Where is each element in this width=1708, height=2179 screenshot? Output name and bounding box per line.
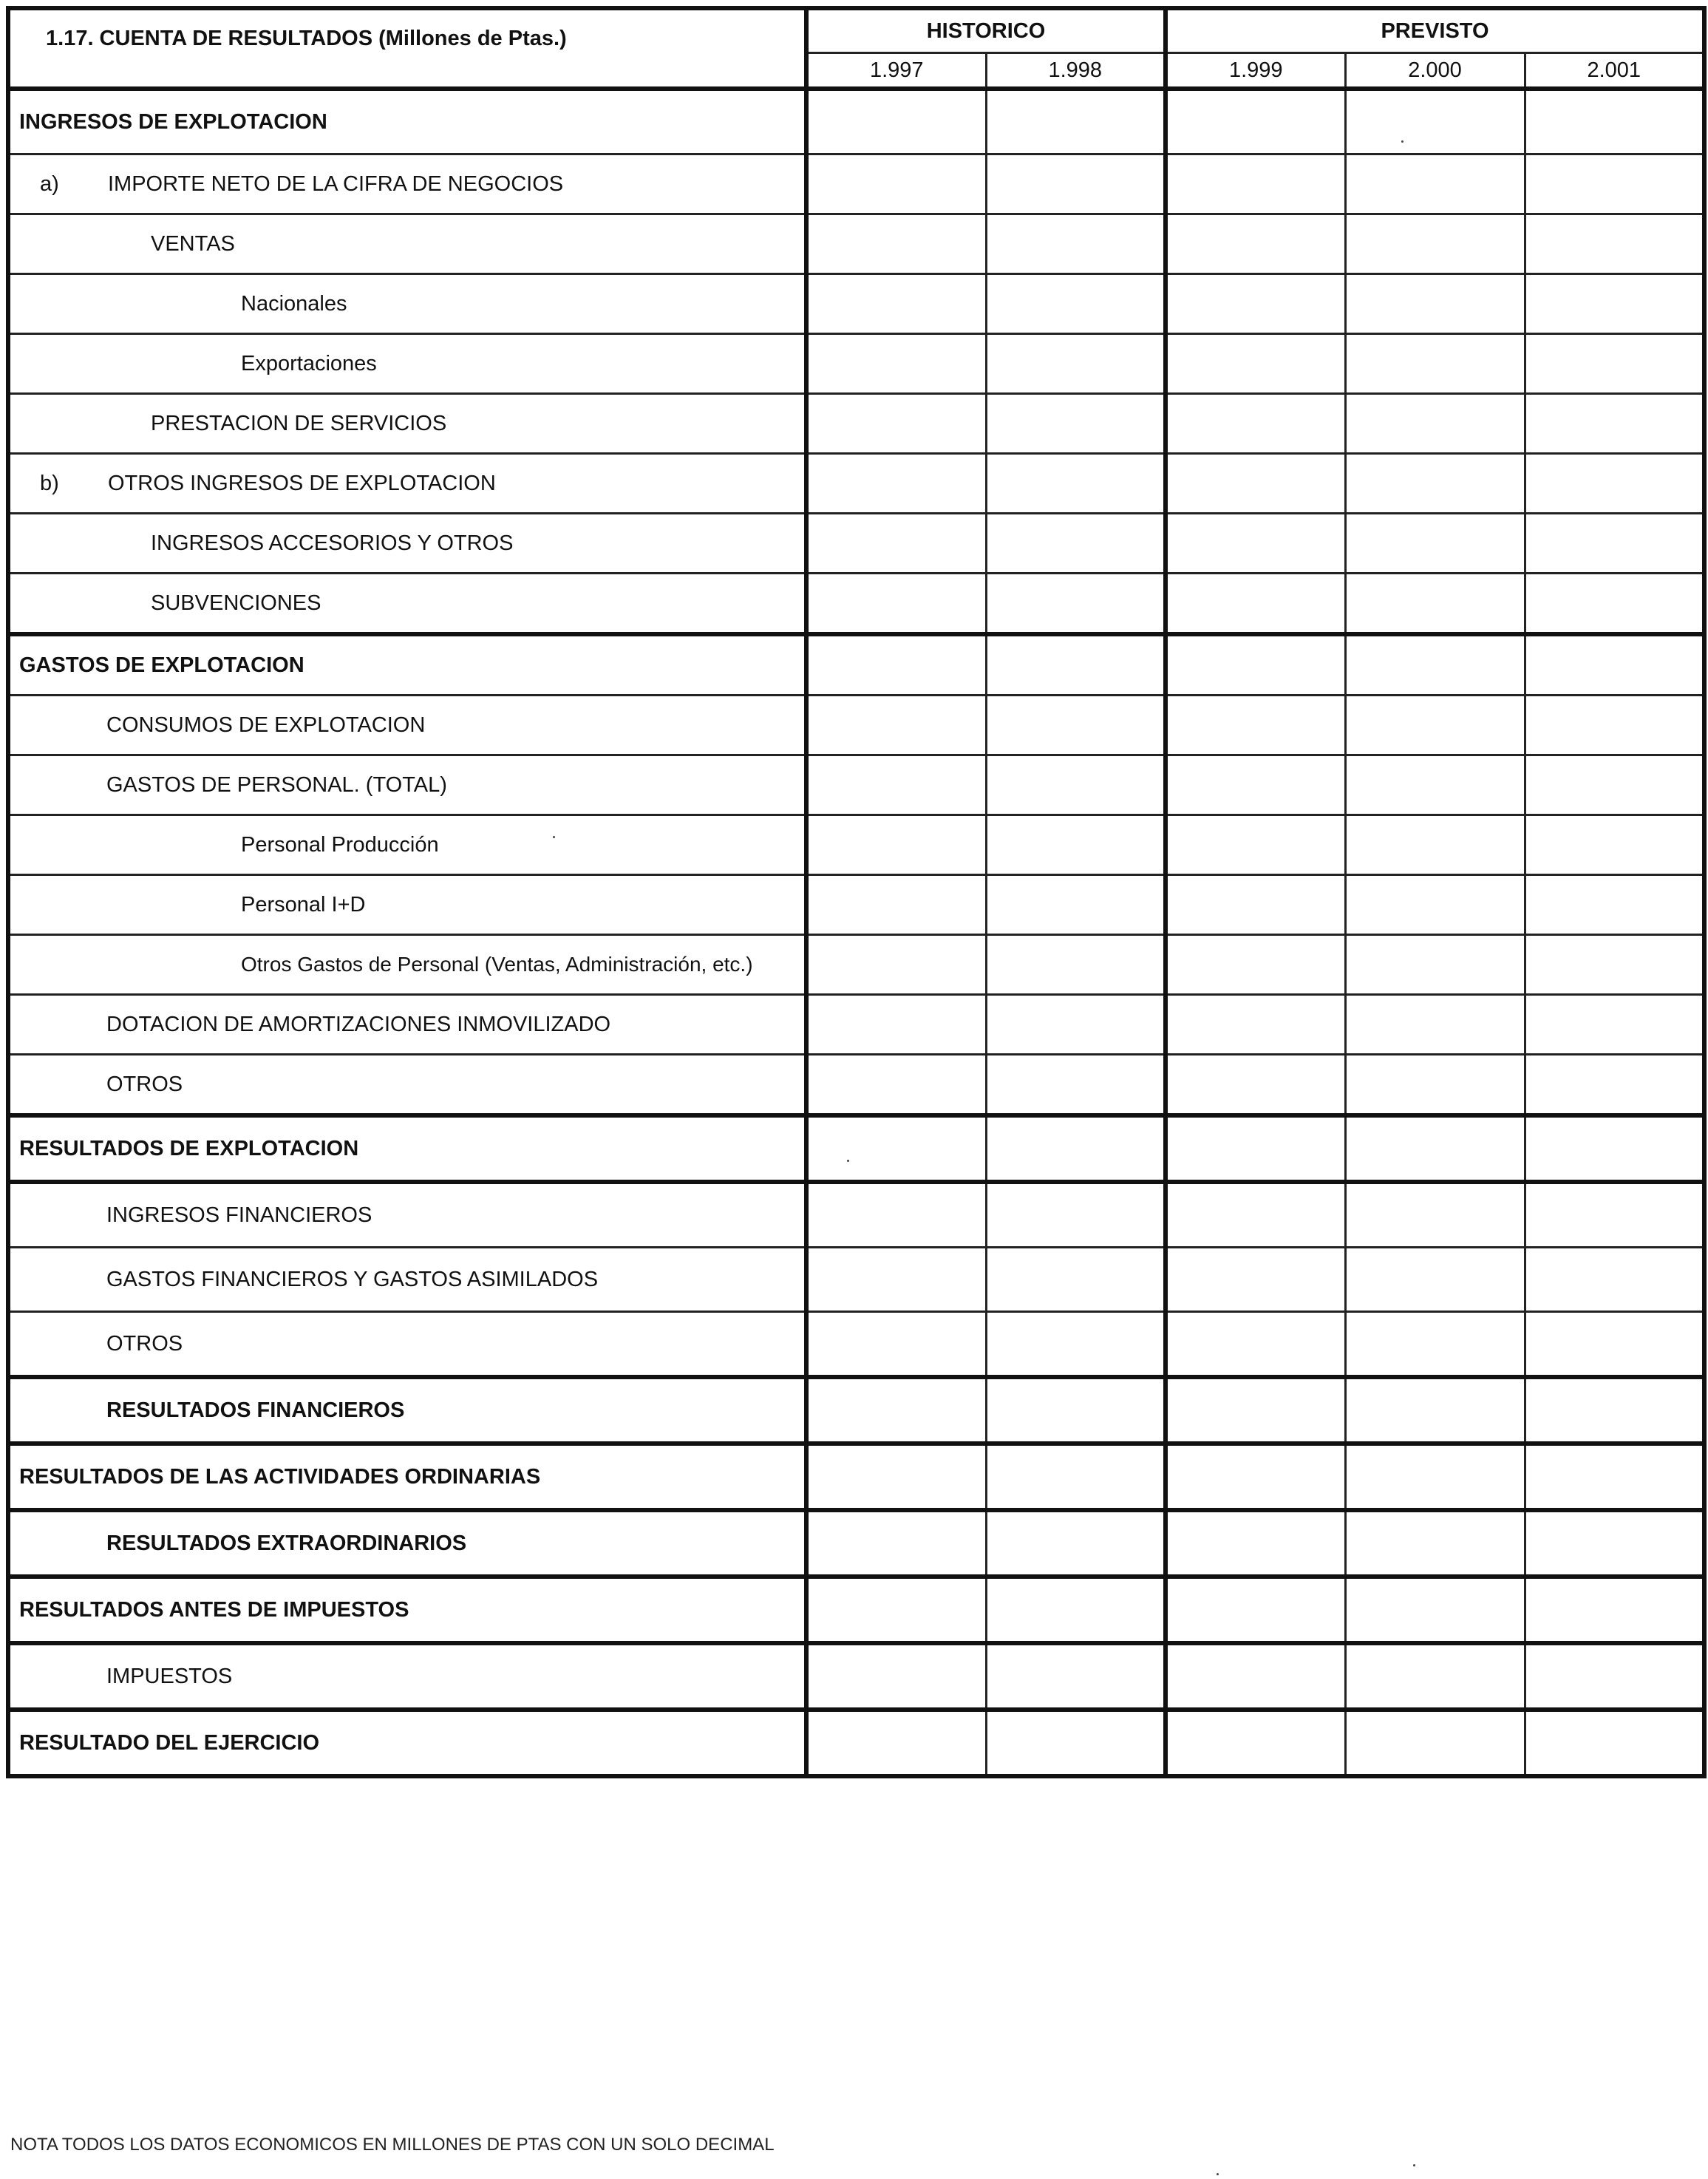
value-cell[interactable]	[1525, 634, 1704, 696]
row-label: OTROS	[106, 1331, 183, 1356]
value-cell[interactable]	[1166, 1377, 1345, 1444]
value-cell[interactable]	[1345, 1577, 1525, 1643]
row-resultados-antes-impuestos	[8, 1577, 1704, 1643]
value-cell[interactable]	[806, 696, 986, 755]
value-cell[interactable]	[806, 1115, 986, 1182]
value-cell[interactable]	[986, 935, 1166, 995]
value-cell[interactable]	[1166, 154, 1345, 214]
value-cell[interactable]	[1166, 454, 1345, 514]
value-cell[interactable]	[1525, 574, 1704, 635]
value-cell[interactable]	[1525, 1444, 1704, 1510]
value-cell[interactable]	[1345, 454, 1525, 514]
value-cell[interactable]	[806, 1248, 986, 1312]
value-cell[interactable]	[1345, 514, 1525, 574]
value-cell[interactable]	[1345, 89, 1525, 154]
value-cell[interactable]	[1166, 274, 1345, 334]
value-cell[interactable]	[986, 1115, 1166, 1182]
row-ingresos-explotacion	[8, 89, 1704, 154]
value-cell[interactable]	[1525, 394, 1704, 454]
value-cell[interactable]	[1166, 574, 1345, 635]
value-cell[interactable]	[1525, 274, 1704, 334]
results-table	[6, 6, 1707, 1778]
value-cell[interactable]	[1166, 334, 1345, 394]
value-cell[interactable]	[1525, 154, 1704, 214]
value-cell[interactable]	[986, 1710, 1166, 1776]
value-cell[interactable]	[986, 1312, 1166, 1378]
value-cell[interactable]	[1166, 815, 1345, 875]
value-cell[interactable]	[1525, 334, 1704, 394]
row-label: RESULTADOS DE EXPLOTACION	[19, 1136, 359, 1160]
row-ventas	[8, 214, 1704, 274]
value-cell[interactable]	[1525, 1055, 1704, 1116]
value-cell[interactable]	[1345, 1312, 1525, 1378]
value-cell[interactable]	[1345, 1115, 1525, 1182]
value-cell[interactable]	[1525, 696, 1704, 755]
value-cell[interactable]	[1525, 995, 1704, 1055]
row-label: GASTOS FINANCIEROS Y GASTOS ASIMILADOS	[106, 1267, 599, 1291]
row-consumos-explotacion	[8, 696, 1704, 755]
group-historico: HISTORICO	[806, 8, 1166, 53]
row-otros-ingresos-explotacion	[8, 454, 1704, 514]
row-label: VENTAS	[151, 231, 235, 256]
value-cell[interactable]	[806, 755, 986, 815]
row-label: RESULTADOS DE LAS ACTIVIDADES ORDINARIAS	[19, 1464, 541, 1489]
value-cell[interactable]	[986, 1377, 1166, 1444]
row-label: CONSUMOS DE EXPLOTACION	[106, 713, 426, 737]
row-label: INGRESOS DE EXPLOTACION	[19, 109, 327, 134]
value-cell[interactable]	[1166, 935, 1345, 995]
row-ingresos-accesorios	[8, 514, 1704, 574]
value-cell[interactable]	[1345, 755, 1525, 815]
value-cell[interactable]	[1525, 875, 1704, 935]
row-resultados-explotacion	[8, 1115, 1704, 1182]
value-cell[interactable]	[986, 995, 1166, 1055]
row-otros-financieros	[8, 1312, 1704, 1378]
value-cell[interactable]	[1166, 1643, 1345, 1710]
value-cell[interactable]	[806, 89, 986, 154]
row-label: SUBVENCIONES	[151, 591, 321, 615]
scan-speck	[553, 836, 555, 838]
value-cell[interactable]	[1345, 875, 1525, 935]
row-resultados-extraordinarios	[8, 1510, 1704, 1577]
value-cell[interactable]	[1166, 1510, 1345, 1577]
row-label: Personal I+D	[241, 892, 366, 917]
row-personal-id	[8, 875, 1704, 935]
row-label: GASTOS DE EXPLOTACION	[19, 653, 304, 677]
value-cell[interactable]	[806, 214, 986, 274]
value-cell[interactable]	[1525, 1312, 1704, 1378]
value-cell[interactable]	[1525, 755, 1704, 815]
value-cell[interactable]	[986, 634, 1166, 696]
value-cell[interactable]	[986, 89, 1166, 154]
value-cell[interactable]	[1166, 755, 1345, 815]
value-cell[interactable]	[806, 154, 986, 214]
row-label: Exportaciones	[241, 351, 377, 375]
scan-speck	[1401, 140, 1404, 143]
value-cell[interactable]	[1345, 1510, 1525, 1577]
row-label: GASTOS DE PERSONAL. (TOTAL)	[106, 772, 447, 797]
row-ingresos-financieros	[8, 1182, 1704, 1248]
value-cell[interactable]	[806, 1643, 986, 1710]
value-cell[interactable]	[986, 454, 1166, 514]
value-cell[interactable]	[986, 815, 1166, 875]
value-cell[interactable]	[1525, 1710, 1704, 1776]
value-cell[interactable]	[806, 334, 986, 394]
row-gastos-explotacion	[8, 634, 1704, 696]
row-importe-neto	[8, 154, 1704, 214]
value-cell[interactable]	[986, 394, 1166, 454]
scan-speck	[1217, 2173, 1219, 2175]
value-cell[interactable]	[1166, 1577, 1345, 1643]
value-cell[interactable]	[986, 274, 1166, 334]
value-cell[interactable]	[1345, 815, 1525, 875]
row-personal-produccion	[8, 815, 1704, 875]
value-cell[interactable]	[1345, 1710, 1525, 1776]
year-1999: 1.999	[1166, 53, 1345, 89]
row-label: INGRESOS ACCESORIOS Y OTROS	[151, 531, 514, 555]
value-cell[interactable]	[1525, 1510, 1704, 1577]
value-cell[interactable]	[1525, 815, 1704, 875]
value-cell[interactable]	[986, 154, 1166, 214]
cuenta-resultados-form	[6, 6, 1704, 1778]
value-cell[interactable]	[986, 1248, 1166, 1312]
row-gastos-personal-total	[8, 755, 1704, 815]
value-cell[interactable]	[806, 1710, 986, 1776]
value-cell[interactable]	[986, 574, 1166, 635]
row-letter: b)	[40, 471, 59, 495]
value-cell[interactable]	[1525, 1643, 1704, 1710]
row-dotacion-amortizaciones	[8, 995, 1704, 1055]
value-cell[interactable]	[1166, 514, 1345, 574]
footer-note: NOTA TODOS LOS DATOS ECONOMICOS EN MILLONES DE PTAS CON UN SOLO DECIMAL	[10, 2135, 775, 2155]
row-resultados-actividades-ordinarias	[8, 1444, 1704, 1510]
row-gastos-financieros	[8, 1248, 1704, 1312]
row-label: INGRESOS FINANCIEROS	[106, 1203, 372, 1227]
row-label: RESULTADO DEL EJERCICIO	[19, 1730, 320, 1755]
value-cell[interactable]	[986, 1055, 1166, 1116]
group-previsto: PREVISTO	[1166, 8, 1704, 53]
value-cell[interactable]	[1166, 634, 1345, 696]
row-label: RESULTADOS EXTRAORDINARIOS	[106, 1531, 467, 1555]
value-cell[interactable]	[1166, 1055, 1345, 1116]
value-cell[interactable]	[1345, 574, 1525, 635]
value-cell[interactable]	[1166, 394, 1345, 454]
value-cell[interactable]	[1166, 1444, 1345, 1510]
value-cell[interactable]	[1166, 89, 1345, 154]
row-label: IMPORTE NETO DE LA CIFRA DE NEGOCIOS	[108, 171, 564, 196]
value-cell[interactable]	[1525, 514, 1704, 574]
value-cell[interactable]	[806, 394, 986, 454]
value-cell[interactable]	[1345, 274, 1525, 334]
value-cell[interactable]	[806, 995, 986, 1055]
row-label: PRESTACION DE SERVICIOS	[151, 411, 447, 435]
value-cell[interactable]	[806, 815, 986, 875]
value-cell[interactable]	[1166, 1115, 1345, 1182]
row-otros-explotacion	[8, 1055, 1704, 1116]
value-cell[interactable]	[986, 1510, 1166, 1577]
value-cell[interactable]	[806, 514, 986, 574]
value-cell[interactable]	[1525, 214, 1704, 274]
row-label: OTROS	[106, 1072, 183, 1096]
value-cell[interactable]	[806, 454, 986, 514]
row-impuestos	[8, 1643, 1704, 1710]
value-cell[interactable]	[1525, 935, 1704, 995]
year-2001: 2.001	[1525, 53, 1704, 89]
value-cell[interactable]	[806, 1377, 986, 1444]
value-cell[interactable]	[1345, 634, 1525, 696]
row-label: IMPUESTOS	[106, 1664, 233, 1688]
form-title: 1.17. CUENTA DE RESULTADOS (Millones de Ptas.)	[8, 8, 806, 89]
value-cell[interactable]	[986, 755, 1166, 815]
value-cell[interactable]	[1345, 1248, 1525, 1312]
value-cell[interactable]	[986, 334, 1166, 394]
row-resultados-financieros	[8, 1377, 1704, 1444]
row-label: RESULTADOS FINANCIEROS	[106, 1398, 405, 1422]
value-cell[interactable]	[1525, 1115, 1704, 1182]
value-cell[interactable]	[1345, 1643, 1525, 1710]
value-cell[interactable]	[1166, 1182, 1345, 1248]
value-cell[interactable]	[1345, 935, 1525, 995]
value-cell[interactable]	[1345, 154, 1525, 214]
row-subvenciones	[8, 574, 1704, 635]
row-label: Personal Producción	[241, 832, 439, 857]
value-cell[interactable]	[1345, 1182, 1525, 1248]
value-cell[interactable]	[1525, 1377, 1704, 1444]
value-cell[interactable]	[1345, 334, 1525, 394]
value-cell[interactable]	[1345, 1377, 1525, 1444]
value-cell[interactable]	[1166, 1710, 1345, 1776]
value-cell[interactable]	[806, 875, 986, 935]
value-cell[interactable]	[986, 1444, 1166, 1510]
scan-speck	[847, 1160, 849, 1162]
row-resultado-ejercicio	[8, 1710, 1704, 1776]
header-row-groups	[8, 8, 1704, 53]
value-cell[interactable]	[986, 1643, 1166, 1710]
value-cell[interactable]	[806, 935, 986, 995]
value-cell[interactable]	[806, 1312, 986, 1378]
value-cell[interactable]	[806, 1182, 986, 1248]
value-cell[interactable]	[1525, 1182, 1704, 1248]
value-cell[interactable]	[1345, 214, 1525, 274]
year-1998: 1.998	[986, 53, 1166, 89]
value-cell[interactable]	[806, 574, 986, 635]
value-cell[interactable]	[1525, 89, 1704, 154]
value-cell[interactable]	[1166, 1312, 1345, 1378]
row-label: DOTACION DE AMORTIZACIONES INMOVILIZADO	[106, 1012, 611, 1036]
row-letter: a)	[40, 171, 59, 196]
value-cell[interactable]	[986, 1577, 1166, 1643]
value-cell[interactable]	[1345, 995, 1525, 1055]
value-cell[interactable]	[1345, 1444, 1525, 1510]
value-cell[interactable]	[1345, 394, 1525, 454]
value-cell[interactable]	[806, 1510, 986, 1577]
year-1997: 1.997	[806, 53, 986, 89]
value-cell[interactable]	[1525, 454, 1704, 514]
value-cell[interactable]	[806, 1444, 986, 1510]
year-2000: 2.000	[1345, 53, 1525, 89]
value-cell[interactable]	[986, 214, 1166, 274]
scan-speck	[1413, 2164, 1415, 2166]
value-cell[interactable]	[1166, 1248, 1345, 1312]
value-cell[interactable]	[986, 875, 1166, 935]
value-cell[interactable]	[806, 634, 986, 696]
value-cell[interactable]	[1345, 696, 1525, 755]
row-label: OTROS INGRESOS DE EXPLOTACION	[108, 471, 496, 495]
value-cell[interactable]	[1525, 1577, 1704, 1643]
value-cell[interactable]	[986, 1182, 1166, 1248]
value-cell[interactable]	[1166, 995, 1345, 1055]
value-cell[interactable]	[986, 514, 1166, 574]
row-label: Otros Gastos de Personal (Ventas, Administración, etc.)	[241, 953, 753, 976]
value-cell[interactable]	[806, 1577, 986, 1643]
value-cell[interactable]	[1525, 1248, 1704, 1312]
row-otros-gastos-personal	[8, 935, 1704, 995]
row-label: RESULTADOS ANTES DE IMPUESTOS	[19, 1597, 409, 1622]
row-nacionales	[8, 274, 1704, 334]
value-cell[interactable]	[806, 1055, 986, 1116]
value-cell[interactable]	[1166, 696, 1345, 755]
value-cell[interactable]	[1166, 875, 1345, 935]
row-exportaciones	[8, 334, 1704, 394]
value-cell[interactable]	[806, 274, 986, 334]
row-prestacion-servicios	[8, 394, 1704, 454]
row-label: Nacionales	[241, 291, 347, 316]
value-cell[interactable]	[1345, 1055, 1525, 1116]
value-cell[interactable]	[986, 696, 1166, 755]
value-cell[interactable]	[1166, 214, 1345, 274]
